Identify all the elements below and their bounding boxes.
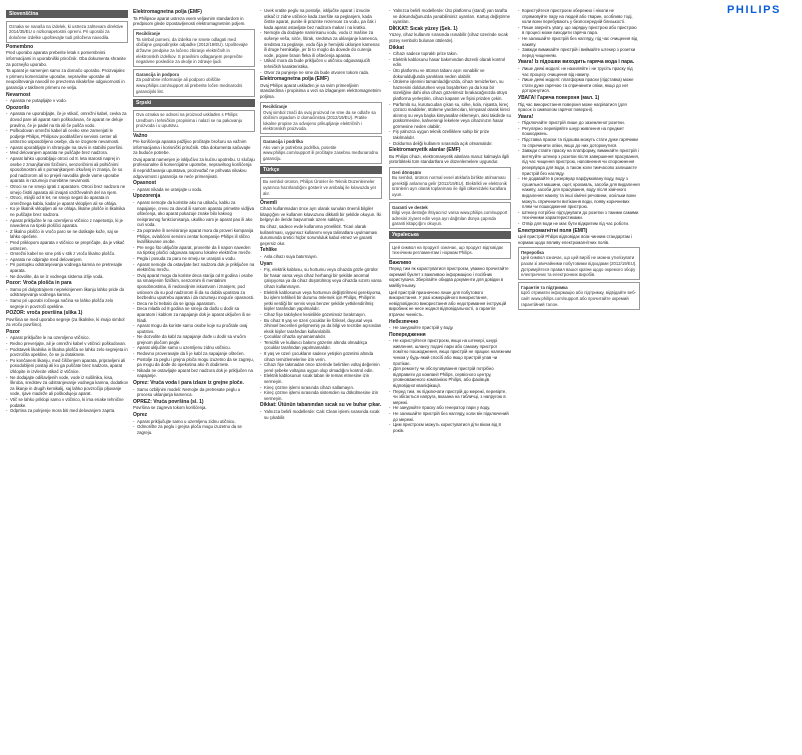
paragraph: Bu Philips cihazı, elektromanyetik alanlara maruz kalmayla ilgili yürürlükteki tüm standartlara ve düzenlemelere uygundur.: [389, 153, 510, 165]
bullet-item: - Не занурюйте пристрій у воду.: [389, 325, 511, 331]
bullet-item: - Пише зверніть увагу, що зарядку пристрою або пристрою в процесі може виходити гаряча пара.: [518, 25, 640, 36]
bullet-item: - Не залишайте пристрій без нагляду, коли він підключений до мережі.: [389, 411, 511, 422]
info-box: [6, 21, 128, 43]
bullet-item: - Aparat priključite le na ozemljeno vtičnico z napetostjo, ki je navedena na tipski ploščici aparata.: [6, 218, 128, 229]
language-section-header: Türkçe: [260, 166, 382, 174]
bullet-item: - Odprtina za polnjenje mora biti med delovanjem zaprta.: [6, 408, 128, 414]
bullet-item: - Bu cihaz 8 yaş ve üzeri çocuklar ile fiziksel, duyusal veya zihinsel becerileri gelişmemiş ya da bilgi ve tecrübe açısından eksik kişiler tarafından kullanılabilir.: [260, 318, 382, 335]
bullet-item: - Z likalno ploščo in vročo paro se ne dotikajte kože, saj se lahko opečete.: [6, 229, 128, 240]
bullet-item: - Otroci se ne smejo igrati z aparatom. Otroci brez nadzora ne smejo čistiti aparata ali izvajati vzdrževalnih del na njem.: [6, 184, 128, 195]
section-heading: Nevarnost: [6, 91, 31, 98]
bullet-item: - Aparat lahko uporabljajo otroci od 8. leta starosti naprej in osebe z zmanjšanimi fizičnimi, senzoričnimi ali psihičnimi sposobnostmi ali s pomanjkanjem izkušenj in znanja, če so pod nadzorom ali so prejeli navodila glede varne uporabe aparata in razumejo morebitne nevarnosti.: [6, 156, 128, 184]
bullet-item: - Nikada ne ostavljajte aparat bez nadzora dok je priključen na napajanje.: [133, 368, 255, 379]
info-box-text: Oznaka se nanaša na izdelek, ki ustreza zahtevam direktive 2014/35/EU o nizkonapetostni opremi. Pri uporabi za določene izdelke upoštevajte tudi priložena navodila.: [9, 23, 124, 40]
section-heading: Tehlike: [260, 247, 277, 254]
bullet-item: - Ovaj aparat mogu da koriste deca starija od 8 godina i osobe sa smanjenim fizičkim, senzornim ili mentalnim sposobnostima, ili nedovoljnim iskustvom i znanjem, pod uslovom da su pod nadzorom ili da su dobila uputstva za bezbednu upotrebu aparata i da razumeju moguće opasnosti.: [133, 273, 255, 301]
info-box-title: Geri dönüşüm: [392, 169, 422, 175]
info-box-title: Гарантія та підтримка: [521, 284, 568, 290]
column-4: [389, 8, 511, 753]
bullet-item: - Ütüleme işlemini tamamladığınızda, cihazı temizlerken, su haznesini doldururken veya boşaltırken ya da kısa bir süreliğine dahi olsa cihazı gözetimsiz bırakacağınızda ütüyü platforma yerleştirin, cihazı kapatın ve fişini prizden çekin.: [389, 79, 511, 101]
bullet-item: - Po končanem likanju, med čiščenjem aparata, pripravljeni ali posodobljeni postaji ali ko ga puščate brez nadzora, aparat izklopite in izvlecite vtikač iz vtičnice.: [6, 358, 128, 375]
bullet-item: - Cihaz fişe takılıyken kesinlikle gözetimsiz bırakmayın.: [260, 312, 382, 318]
paragraph: Під час використання поверхня може нагріватися (для прасок із символом гарячої поверхні).: [518, 101, 627, 113]
bullet-item: - Aparata ne odpirajte med delovanjem.: [6, 257, 128, 263]
bullet-item: - Ütü platformu ve ütünün tabanı aşırı ısınabilir ve dokunulduğunda yanıklara neden olabilir.: [389, 68, 511, 79]
bullet-item: - Aparata ne uporabljajte, če je vtikač, omrežni kabel, cevka za dovod pare ali aparat sam poškodovan, če aparat ne deluje pravilno, če je padel na tla ali če pušča vodo.: [6, 111, 128, 128]
bullet-item: - Kireç çözme işlemi sırasında cihazı sallamayın.: [260, 385, 382, 391]
bullet-item: - Cihazı fişe takmadan önce üzerinde belirtilen voltaj değerinin yerel şebeke voltajına uygun olup olmadığını kontrol edin.: [260, 362, 382, 373]
section-heading: DİKKAT: Sıcak yüzey (Şek. 1): [389, 25, 458, 32]
paragraph: Yüzey, cihaz kullanım sırasında ısınabilir (cihaz üzerinde sıcak yüzey sembolü bulunan ütülerde).: [389, 32, 508, 43]
bullet-item: - Elektrik kablosunun veya hortumun değiştirilmesi gerekiyorsa, bu işlem tehlikeli bir durumu önlemek için Philips, Philips'in yetki verdiği bir servis veya benzer şekilde yetkilendirilmiş kişiler tarafından yapılmalıdır.: [260, 290, 382, 312]
paragraph: Bu cihaz, sadece evde kullanıma yöneliktir. Ticari olarak kullanılması, uygunsuz kullanımı veya talimatlara uyulmaması durumunda üretici hiçbir sorumluluk kabul etmez ve garanti geçersiz olur.: [260, 224, 378, 246]
paragraph: Pred uporabo aparata preberite letak s pomembnimi informacijami in uporabniški priročnik. Oba dokumenta shranite za poznejšo uporabo.: [6, 50, 126, 67]
section-heading: Важливо: [389, 259, 412, 266]
bullet-item: - Ko je likalnik vklopljen ali se ohlaja, likalne plošče in likalnika ne puščajte brez nadzora.: [6, 206, 128, 217]
info-box-text: Щоб отримати інформацію або підтримку, відвідайте веб-сайт www.philips.com/support або прочитайте окремий гарантійний талон.: [521, 290, 636, 307]
info-box: [389, 242, 511, 258]
bullet-item: - Pre nego što uključite aparat, proverite da li napon naveden na tipskoj pločici odgovara naponu lokalne električne mreže.: [133, 245, 255, 256]
info-box-text: Цей символ на продукті означає, що продукт відповідає технічним регламентам і нормам Philips.: [392, 244, 504, 256]
info-box-text: Ako vam je potrebna podrška, posetite www.philips.com/support ili pročitajte zasebnu međunarodnu garanciju.: [263, 144, 379, 161]
bullet-item: - Ne dozvolite da kabl za napajanje dođe u dodir sa vrućim grejnom pločom pegle.: [133, 334, 255, 345]
bullet-item: - Deca ne bi trebalo da se igraju aparatom.: [133, 301, 255, 307]
bullet-item: - Aparata ne potapljajte v vodo.: [6, 98, 128, 104]
bullet-item: - Çocuklar cihazla oynamamalıdır.: [260, 334, 382, 340]
bullet-item: - Podstavek likalnika in likalna plošča se lahko zelo segrejeta in povzročita opekline, če se ju dotaknete.: [6, 347, 128, 358]
paragraph: Površina se med uporabo segreje (za likalnike, ki imajo simbol za vročo površino).: [6, 316, 125, 328]
paragraph: Ta Philipsov aparat ustreza vsem veljavnim standardom in predpisom glede izpostavljenosti elektromagnetnim poljem.: [133, 15, 246, 27]
bullet-item: - Підключайте пристрій лише до заземленої розетки.: [518, 120, 640, 126]
section-heading: Dikkat: [389, 44, 405, 51]
bullet-item: - Nemojte da dodajete namirisanu vodu, vodu iz mašine za sušenje veša, sirće, štirak, sredstva za uklanjanje kamenca, sredstva za peglanje, vodu čija je hemijski uklonjen kamenac ili druge hemikalije, jer bi to moglo da dovede do curenja vode, pojave braon fleka ili oštećenja aparata.: [260, 30, 382, 58]
bullet-item: - Pred priklopom aparata v vtičnico se prepričajte, da je vtikač ustrezen.: [6, 240, 128, 251]
section-heading: Попередження: [389, 331, 426, 338]
section-heading: Opasnost: [133, 180, 157, 187]
info-box: [260, 177, 382, 199]
bullet-item: - Штекер потрібно під'єднувати до розетки з такими самими технічними характеристиками.: [518, 210, 640, 221]
bullet-item: - Не залишайте пристрій без нагляду, під час очищення від накипу.: [518, 36, 640, 47]
bullet-item: - Cihazı sadece topraklı prize takın.: [389, 51, 511, 57]
bullet-item: - Pri postopku odstranjevanja vodnega kamna ne pretresajte aparata.: [6, 262, 128, 273]
bullet-item: - Poškodovan omrežni kabel ali cevko sme zamenjati le podjetje Philips, Philipsov pooblaščeni servisni center ali ustrezno usposobljeno osebje, da se izognete nevarnosti.: [6, 128, 128, 145]
bullet-item: - Отвір для води не має бути відкритим під час роботи.: [518, 221, 640, 227]
section-heading: POZOR: vroča površina (slika 1): [6, 310, 83, 317]
bullet-item: - Ne dodajajte odišavljenih vode, vode iz sušilnika, kisa, škroba, sredstev za odstranjevanje vodnega kamna, dodatkov za likanje in drugih kemikalij, saj lahko povzročijo pljuvanje vode, rjave madeže ali poškodujejo aparat.: [6, 375, 128, 397]
language-section-header: Slovenščina: [6, 10, 128, 18]
bullet-item: - Aparat priključite le na ozemljeno vtičnico.: [6, 335, 128, 341]
bullet-item: - Utikač mora da bude priključen u utičnicu odgovarajućih tehničkih karakteristika.: [260, 58, 382, 69]
column-1: [6, 8, 128, 753]
info-box: [260, 136, 382, 163]
bullet-item: - Yalnızca belirli modellerde: Calc Clean işlemi sırasında sıcak su çıkabilir.: [260, 409, 382, 420]
info-box-text: Ta simbol pomeni, da izdelka ne smete odlagati med običajne gospodinjske odpadke (2012/19/EU). Upoštevajte državne predpise za ločeno zbiranje električnih in elektronskih izdelkov. S pravilnim odlaganjem preprečite negativne posledice za okolje in zdravje ljudi.: [136, 36, 248, 65]
section-heading: Oprez: Vruća voda i para izlaze iz grejne ploče.: [133, 380, 244, 387]
section-heading: Електромагнітні поля (ЕМП): [518, 227, 588, 234]
bullet-item: - Samo ozbiljnim modeli: Nemojte da pretresate peglu u procesu uklanjanja kamenca.: [133, 387, 255, 398]
info-box-text: Ovaj simbol znači da ovaj proizvod ne sme da se odlaže sa običnim otpadom iz domaćinstva (2012/19/EU). Pratite lokalne propise za odvojeno prikupljanje električnih i elektronskih proizvoda.: [263, 109, 376, 132]
section-heading: OPREZ: Vruća površina (sl. 1): [133, 398, 204, 405]
info-box-title: Переробка: [521, 249, 544, 255]
bullet-item: - Redovno proveravajte da li je kabl za napajanje oštećen.: [133, 351, 255, 357]
bullet-item: - Aparat nemojte da koristite ako na utikaču, kablu za napajanje, crevu za dovod ili samom aparatu primetite vidljiva oštećenja, ako aparat pokazuje znake bilo kakvog neispravnog funkcionisanja, ukoliko vam je aparat pao ili ako curi voda.: [133, 200, 255, 228]
section-heading: Upozorenja: [133, 193, 161, 200]
section-heading: Увага!: [518, 113, 534, 120]
bullet-item: - Parfümlü su, kurutucudan çıkan su, sirke, kola, nişasta, kireç çözücü maddeler, ütüleme yardımcıları, kimyasal olarak kireci alınmış su veya başka kimyasallar eklemeyin, aksi takdirde su püskürmesine, kahverengi lekelere veya cihazınızın hasar görmesine neden olabilir.: [389, 102, 511, 130]
section-heading: Pozor: [6, 328, 20, 335]
bullet-item: - Не додавайте в резервуар парфумовану воду, воду з сушильної машини, оцет, крохмаль, засоби для видалення накипу, засоби для прасування, воду після хімічного видалення накипу та інші хімічні речовини, оскільки вони можуть спричинити витікання води, появу коричневих плям чи пошкодження пристрою.: [518, 176, 640, 210]
paragraph: Ta aparat je namenjen samo za domačo uporabo. Proizvajalec v primeru komercialne uporabe, nepravilne uporabe ali neupoštevanja navodil ne prevzema nikakršne odgovornosti in garancija v takšnem primeru ne velja.: [6, 68, 125, 90]
section-heading: Elektromagnetna polja (EMF): [133, 9, 202, 15]
info-box-title: Garanti ve destek: [392, 204, 428, 210]
language-section-header: Srpski: [133, 99, 255, 107]
section-heading: Elektromagnetna polja (EMF): [260, 76, 329, 83]
bullet-item: - Vtič se lahko priklopi samo v vtičnico, ki ima enake tehnične podatke.: [6, 397, 128, 408]
bullet-item: - Не занурюйте праску або генератор пари у воду.: [389, 405, 511, 411]
bullet-item: - Лише деякі моделі: не нахиляйте і не трусіть праску під час процесу очищення від накипу.: [518, 66, 640, 77]
bullet-item: - Kireç çözme işlemi sırasında sistemden su dökülmesine izin vermeyin.: [260, 390, 382, 401]
section-heading: Oprez: [133, 412, 148, 418]
bullet-item: - Завжди вимикайте пристрій і виймайте штекер з розетки перед чищенням.: [518, 47, 640, 58]
bullet-item: - Asla cihazı suya batırmayın.: [260, 254, 382, 260]
bullet-item: - 8 yaş ve üzeri çocukların sadece yetişkin gözetimi altında cihazı temizlemelerine izin verin.: [260, 351, 382, 362]
section-heading: Увага! Із підошви виходить гаряча вода і пара.: [518, 59, 635, 66]
bullet-item: - Ne dovolite, da se iz vodnega sistema izlije voda.: [6, 274, 128, 280]
bullet-item: - Користуйтеся пристроєм обережно і ніколи не спрямовуйте пару на людей або тварин, особливо тоді, коли вони перебувають у безпосередній близькості.: [518, 8, 640, 25]
bullet-item: - Aparat nikada ne uranjajte u vodu.: [133, 187, 255, 193]
paragraph: Цей пристрій Philips відповідає всім чинним стандартам і нормам щодо впливу електромагнітних полів.: [518, 234, 633, 245]
bullet-item: - Uvek vratite peglu na postolje, isključite aparat i izvucite utikač iz zidne utičnice kada završite sa peglanjem, kada čistite aparat, punite ili praznite rezervoar za vodu, pa čak i kada aparat ostavljate bez nadzora makar i na kratko.: [260, 8, 382, 30]
bullet-item: - Fiş, elektrik kablosu, su hortumu veya cihazda gözle görülür bir hasar varsa veya cihaz herhangi bir şekilde anormal çalışıyorsa ya da cihaz düşürülmüş veya cihazda sızıntı varsa cihazı kullanmayın.: [260, 267, 382, 289]
info-box-title: Recikliranje: [263, 104, 288, 109]
bullet-item: - Aparat uključite samo u uzemljenu zidnu utičnicu.: [133, 345, 255, 351]
info-box-text: Bu sembol ürünün, Philips Ürünler ile Teknik Düzenlemeler uyarınca hazırlandığını gösterir ve ambalaj ile kılavuzda yer alır.: [263, 179, 377, 196]
paragraph: Površina se zagreva tokom korišćenja.: [133, 405, 207, 411]
bullet-item: - Omrežni kabel ne sme priti v stik z vročo likalno ploščo.: [6, 251, 128, 257]
info-box-text: Ova oznaka se odnosi na proizvod usklađen s Philips Uredbom i tehničkim propisima i nalazi se na pakovanju proizvoda i u uputstvu.: [136, 112, 243, 129]
bullet-item: - Не користуйтеся пристроєм, якщо на штекері, шнурі живлення, шлангу подачі пари або самому пристрої помітно пошкодження, якщо пристрій не працює належним чином у будь-який спосіб або якщо пристрій упав чи протікає.: [389, 338, 511, 366]
info-box: [389, 167, 511, 200]
info-box-text: Bilgi veya desteğe ihtiyacınız varsa www.philips.com/support adresini ziyaret edin veya ayrı dağıtılan dünya çapında garanti kitapçığını okuyun.: [392, 210, 508, 227]
column-5: [518, 8, 640, 753]
paragraph: Перед тим як користуватися пристроєм, уважно прочитайте окремий буклет з важливою інформацією і посібник користувача. Зберігайте обидва документи для довідки в майбутньому.: [389, 266, 509, 288]
bullet-item: - Postolje za peglu i grejna ploča mogu izuzetno da se zagreju, pa mogu da dođe do opekotina ako ih dodirnete.: [133, 357, 255, 368]
section-heading: Važno: [133, 132, 148, 139]
bullet-item: - Elektrik kablosunu hasar bakımından düzenli olarak kontrol edin.: [389, 57, 511, 68]
bullet-item: - Otroci, mlajši od 8 let, ne smejo segati do aparata in omrežnega kabla, kadar je aparat vklopljen ali se ohlaja.: [6, 195, 128, 206]
paragraph: Pre korišćenja aparata pažljivo pročitajte brošuru sa važnim informacijama i korisnički priručnik. Oba dokumenta sačuvajte za buduće potrebe.: [133, 139, 251, 156]
bullet-item: - Otvor za punjenje ne sme da bude otvoren tokom rada.: [260, 70, 382, 76]
bullet-item: - Temizlik ve kullanıcı bakımı gözetim altında olmadıkça çocuklar tarafından yapılmamalıdır.: [260, 340, 382, 351]
language-section-header: Українська: [389, 231, 511, 239]
bullet-item: - Med delovanjem aparata ne puščajte brez nadzora.: [6, 150, 128, 156]
section-heading: Opozorilo: [6, 104, 30, 111]
bullet-item: - Цим пристроєм можуть користуватися діти віком від 8 років.: [389, 422, 511, 433]
info-box-title: Garancija i podrška: [263, 138, 303, 144]
bullet-item: - Yalnızca belirli modellerde: Ütü platformu (stand) yan tarafta ve dokunduğunuzda yanabilirsiniz uyarıları. Kartuş değiştirme uyarıları.: [389, 8, 511, 25]
bullet-item: - Aparat mogu da koriste samo osobe koje su pročitale ovaj uputstvo.: [133, 323, 255, 334]
section-heading: Önemli: [260, 199, 277, 206]
bullet-item: - Pegla i posuda za paru ne smeju se uranjati u vodu.: [133, 256, 255, 262]
bullet-item: - Doldurma deliği kullanım sırasında açık olmamalıdır.: [389, 141, 511, 147]
section-heading: Pomembno: [6, 43, 34, 50]
section-heading: Elektromanyetik alanlar (EMF): [389, 147, 461, 154]
bullet-item: - Za popravke ili servisiranje aparat mora da proveri kompanija Philips, ovlašćeni servisni centar kompanije Philips ili slično kvalifikovane osobe.: [133, 228, 255, 245]
section-heading: Dikkat: Ütünün tabanından sıcak su ve buhar çıkar.: [260, 402, 382, 409]
bullet-item: - Завжди ставте праску на платформу, вимикайте пристрій і витягуйте штекер з розетки після завершення прасування, під час чищення пристрою, наповнення чи спорожнення резервуара для води, а також коли тимчасово залишаєте пристрій без нагляду.: [518, 148, 640, 176]
bullet-item: - Deca mlađa od 8 godina ne smeju da dođu u dodir sa aparatom i kablom za napajanje dok je aparat uključen ili se hladi.: [133, 306, 255, 323]
info-box: [389, 202, 511, 229]
paragraph: Ovaj aparat namenjen je isključivo za kućnu upotrebu. U slučaju profesionalne ili komercijalne upotrebe, nepravilnog korišćenja ili nepridržavanja uputstava, proizvođač ne prihvata nikakvu odgovornost i garancija se neće primenjivati.: [133, 156, 255, 179]
bullet-item: - Redno preverjajte, ali je omrežni kabel v vtičnici poškodovan.: [6, 341, 128, 347]
bullet-item: - Elektrik kablosunun sıcak taban ile temas etmesine izin vermeyin.: [260, 373, 382, 384]
info-box-text: Bu sembol, ürünün normal evsel atıklarla birlikte atılmaması gerektiği anlamına gelir (2012/19/EU). Elektrikli ve elektronik ürünlerin ayrı olarak toplanması ile ilgili ülkenizdeki kurallara uyun.: [392, 175, 507, 197]
info-box: [518, 282, 640, 309]
bullet-item: - Aparat uporabljajte in shranjujte na ravni in stabilni površini.: [6, 145, 128, 151]
info-box: [133, 29, 255, 68]
section-heading: Небезпечно: [389, 318, 419, 325]
paragraph: Cihazı kullanmadan önce ayrı olarak sunulan önemli bilgiler kitapçığını ve kullanım kılavuzunu dikkatli bir şekilde okuyun. İki belgeyi de ileride başvurmak üzere saklayın.: [260, 206, 381, 223]
bullet-item: - Aparat priključujte samo u uzemljenu zidnu utičnicu.: [133, 419, 255, 425]
philips-logo: PHILIPS: [727, 4, 781, 16]
bullet-item: - Підставка праски та підошва можуть стати дуже гарячими та спричинити опіки, якщо до них доторкнутися.: [518, 137, 640, 148]
bullet-item: - Aparat nemojte da ostavljate bez nadzora dok je priključen na električnu mrežu.: [133, 262, 255, 273]
info-box-text: Цей символ означає, що цей виріб не можна утилізувати разом зі звичайними побутовими відходами (2012/19/EU). Дотримуйтеся правил вашої країни щодо окремого збору електричних та електронних виробів.: [521, 255, 637, 278]
paragraph: Цей пристрій призначено лише для побутового використання. У разі комерційного використання, невідповідного використання або недотримання інструкцій виробник не несе жодної відповідальності, а гарантія втрачає чинність.: [389, 289, 507, 317]
bullet-item: - Odmorište za peglu i grejna ploča mogu izuzetno da se zagreju.: [133, 424, 255, 435]
info-box-title: Recikliranje: [136, 31, 161, 37]
bullet-item: - Samo pri dolgotrajnem neprekinjenem likanju lahko pride do odstranjevanja vodnega kamna.: [6, 287, 128, 298]
bullet-item: - Samo pri uporabi ročnega načina se lahko plošča zelo segreje in povzroči opekline.: [6, 298, 128, 309]
bullet-item: - Fiş yalnızca uygun teknik özelliklere sahip bir prize takılmalıdır.: [389, 129, 511, 140]
info-box-title: Garancija in podpora: [136, 71, 179, 77]
section-heading: Uyarı: [260, 260, 273, 267]
bullet-item: - Регулярно перевіряйте шнур живлення на предмет пошкоджень.: [518, 126, 640, 137]
column-2: [133, 8, 255, 753]
info-box: [518, 247, 640, 280]
info-box: [260, 102, 382, 135]
bullet-item: - Лише деякі моделі: платформа праски (підставка) може стати дуже гарячою та спричинити опіки, якщо до неї доторкнутися.: [518, 77, 640, 94]
info-box: [133, 110, 255, 132]
info-box-text: Za podrobne informacije ali podporo obiščite www.philips.com/support ali preberite ločen mednarodni garancijski list.: [136, 77, 243, 94]
bullet-item: - Для ремонту чи обслуговування пристрій потрібно відправити до компанії Philips, сервісного центру, уповноваженого компанією Philips, або фахівців відповідної кваліфікації.: [389, 366, 511, 388]
section-heading: УВАГА! Гаряча поверхня (мал. 1): [518, 94, 600, 101]
info-box: [133, 69, 255, 96]
section-heading: Pozor: Vroča plošča in para: [6, 280, 72, 287]
paragraph: Ovaj Philips aparat usklađen je sa svim primenljivim standardima i propisima u vezi sa izlaganjem elektromagnetnim poljima.: [260, 82, 381, 99]
bullet-item: - Перед тим, як підключати пристрій до мережі, перевірте, чи збігається напруга, вказана на табличці, з напругою в мережі.: [389, 389, 511, 406]
column-3: [260, 8, 382, 753]
